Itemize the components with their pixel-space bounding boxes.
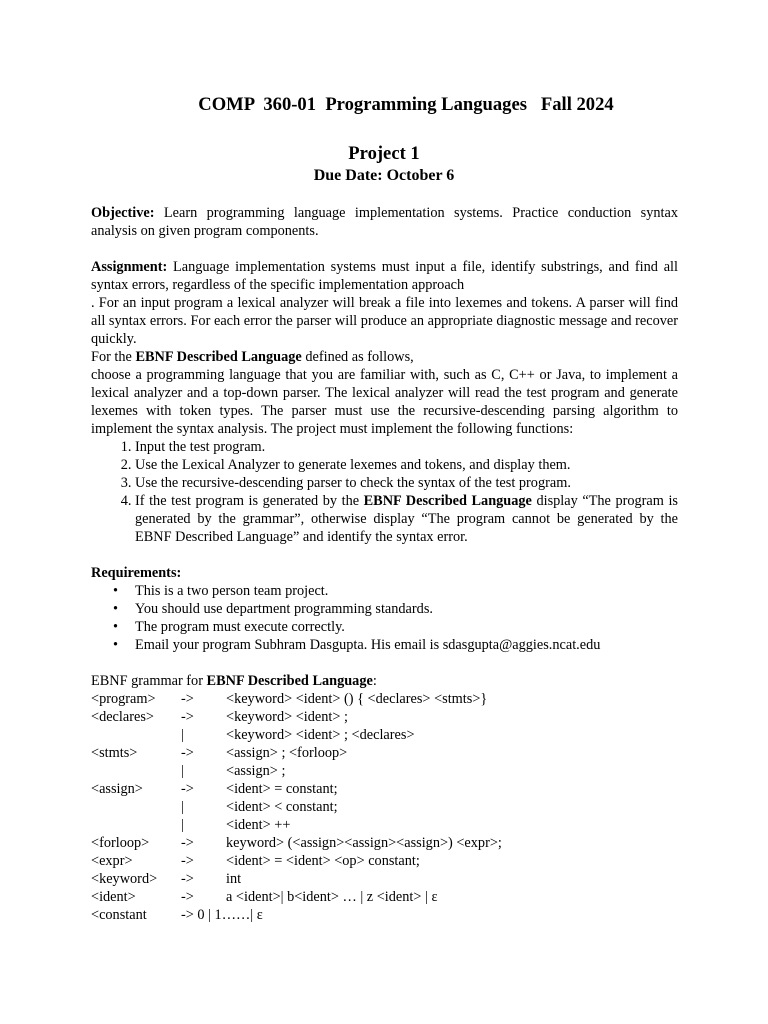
- grammar-rhs: int: [226, 871, 242, 887]
- step-4-pre: If the test program is generated by the: [135, 493, 364, 509]
- grammar-arrow: ->: [181, 781, 194, 797]
- grammar-rhs: <ident> = constant;: [226, 781, 338, 797]
- grammar-lhs: <assign>: [91, 781, 143, 797]
- grammar-rhs: a <ident>| b<ident> … | z <ident> | ε: [226, 889, 438, 905]
- grammar-intro-pre: EBNF grammar for: [91, 673, 207, 689]
- grammar-rhs: <ident> < constant;: [226, 799, 338, 815]
- language-name: EBNF Described Language: [135, 349, 302, 365]
- grammar-rhs: keyword> (<assign><assign><assign>) <expr>;: [226, 835, 502, 851]
- grammar-table: [91, 690, 678, 924]
- requirements-list: [91, 582, 678, 654]
- list-item: [113, 600, 678, 618]
- list-item: [113, 582, 678, 600]
- assignment-paragraph: [91, 258, 678, 294]
- grammar-lhs: [91, 798, 181, 816]
- document-body: [91, 204, 678, 924]
- grammar-rule: [91, 870, 678, 888]
- assignment-text-4: choose a programming language that you are familiar with, such as C, C++ or Java, to implement a lexical analyzer and a top-down parser. The lexical analyzer will read the test program and generate lexemes with token types. The parser must use the recursive-descending parsing algorithm to implement the syntax analysis. The project must implement the following functions:: [91, 367, 678, 437]
- grammar-arrow: ->: [181, 745, 194, 761]
- grammar-rhs: <keyword> <ident> ; <declares>: [226, 727, 415, 743]
- grammar-arrow: ->: [181, 871, 194, 887]
- assignment-text-3-post: defined as follows,: [301, 349, 414, 365]
- grammar-rhs: <assign> ; <forloop>: [226, 745, 348, 761]
- requirement-text: This is a two person team project.: [135, 583, 329, 599]
- grammar-rule: [91, 888, 678, 906]
- grammar-rhs: -> 0 | 1……| ε: [181, 907, 263, 923]
- requirement-text: Email your program Subhram Dasgupta. His email is sdasgupta@aggies.ncat.edu: [135, 637, 601, 653]
- grammar-rule: [91, 780, 678, 798]
- grammar-lhs: <program>: [91, 691, 156, 707]
- grammar-rule: [91, 906, 678, 924]
- grammar-rule: [91, 798, 678, 816]
- grammar-rule: [91, 816, 678, 834]
- grammar-rule: [91, 852, 678, 870]
- requirement-text: The program must execute correctly.: [135, 619, 345, 635]
- grammar-rhs: <assign> ;: [226, 763, 286, 779]
- requirement-text: You should use department programming standards.: [135, 601, 433, 617]
- objective-text: Learn programming language implementation systems. Practice conduction syntax analysis on given program components.: [91, 205, 678, 239]
- list-item: 1. Input the test program.: [135, 438, 678, 456]
- grammar-intro: [91, 672, 678, 690]
- assignment-text-2: . For an input program a lexical analyzer will break a file into lexemes and tokens. A parser will find all syntax errors. For each error the parser will produce an appropriate diagnostic message and recover quickly.: [91, 295, 678, 347]
- grammar-lhs: <declares>: [91, 709, 154, 725]
- grammar-intro-bold: EBNF Described Language: [206, 673, 373, 689]
- grammar-arrow: ->: [181, 835, 194, 851]
- grammar-lhs: [91, 726, 181, 744]
- assignment-text-1: Language implementation systems must input a file, identify substrings, and find all syntax errors, regardless of the specific implementation approach: [91, 259, 678, 293]
- bullet-icon: •: [113, 619, 119, 635]
- grammar-rule: [91, 690, 678, 708]
- requirements-heading: Requirements:: [91, 565, 182, 581]
- grammar-arrow: ->: [181, 691, 194, 707]
- grammar-arrow: |: [181, 799, 184, 815]
- grammar-lhs: [91, 816, 181, 834]
- grammar-lhs: <ident>: [91, 889, 136, 905]
- due-date: Due Date: October 6: [313, 167, 455, 184]
- list-item: 2. Use the Lexical Analyzer to generate lexemes and tokens, and display them.: [135, 456, 678, 474]
- assignment-text-3: [91, 348, 678, 366]
- grammar-lhs: <constant: [91, 907, 147, 923]
- objective-paragraph: [91, 204, 678, 240]
- list-item: 3. Use the recursive-descending parser to check the syntax of the test program.: [135, 474, 678, 492]
- grammar-rhs: <ident> ++: [226, 817, 291, 833]
- step-4-bold: EBNF Described Language: [363, 493, 532, 509]
- bullet-icon: •: [113, 601, 119, 617]
- grammar-lhs: <expr>: [91, 853, 133, 869]
- bullet-icon: •: [113, 637, 119, 653]
- grammar-rhs: <ident> = <ident> <op> constant;: [226, 853, 420, 869]
- course-title: COMP 360-01 Programming Languages Fall 2024: [198, 94, 614, 115]
- grammar-rule: [91, 744, 678, 762]
- grammar-intro-post: :: [372, 673, 377, 689]
- grammar-rhs: <keyword> <ident> ;: [226, 709, 348, 725]
- assignment-label: Assignment:: [91, 259, 168, 275]
- grammar-arrow: ->: [181, 709, 194, 725]
- grammar-lhs: <keyword>: [91, 871, 158, 887]
- grammar-rule: [91, 762, 678, 780]
- grammar-arrow: ->: [181, 853, 194, 869]
- objective-label: Objective:: [91, 205, 155, 221]
- grammar-arrow: |: [181, 727, 184, 743]
- step-4-post: display “The program is generated by the grammar”, otherwise display “The program cannot be generated by the EBNF Described Language” and identify the syntax error.: [135, 493, 678, 545]
- grammar-rule: [91, 726, 678, 744]
- project-title: Project 1: [348, 143, 420, 164]
- function-steps-list: [91, 438, 678, 546]
- assignment-text-3-pre: For the: [91, 349, 136, 365]
- grammar-rhs: <keyword> <ident> () { <declares> <stmts>}: [226, 691, 488, 707]
- grammar-rule: [91, 708, 678, 726]
- grammar-rule: [91, 834, 678, 852]
- grammar-arrow: |: [181, 817, 184, 833]
- grammar-lhs: <stmts>: [91, 745, 138, 761]
- list-item: [113, 618, 678, 636]
- grammar-arrow: |: [181, 763, 184, 779]
- bullet-icon: •: [113, 583, 119, 599]
- grammar-lhs: [91, 762, 181, 780]
- grammar-lhs: <forloop>: [91, 835, 150, 851]
- list-item: [135, 492, 678, 546]
- list-item: [113, 636, 678, 654]
- grammar-arrow: ->: [181, 889, 194, 905]
